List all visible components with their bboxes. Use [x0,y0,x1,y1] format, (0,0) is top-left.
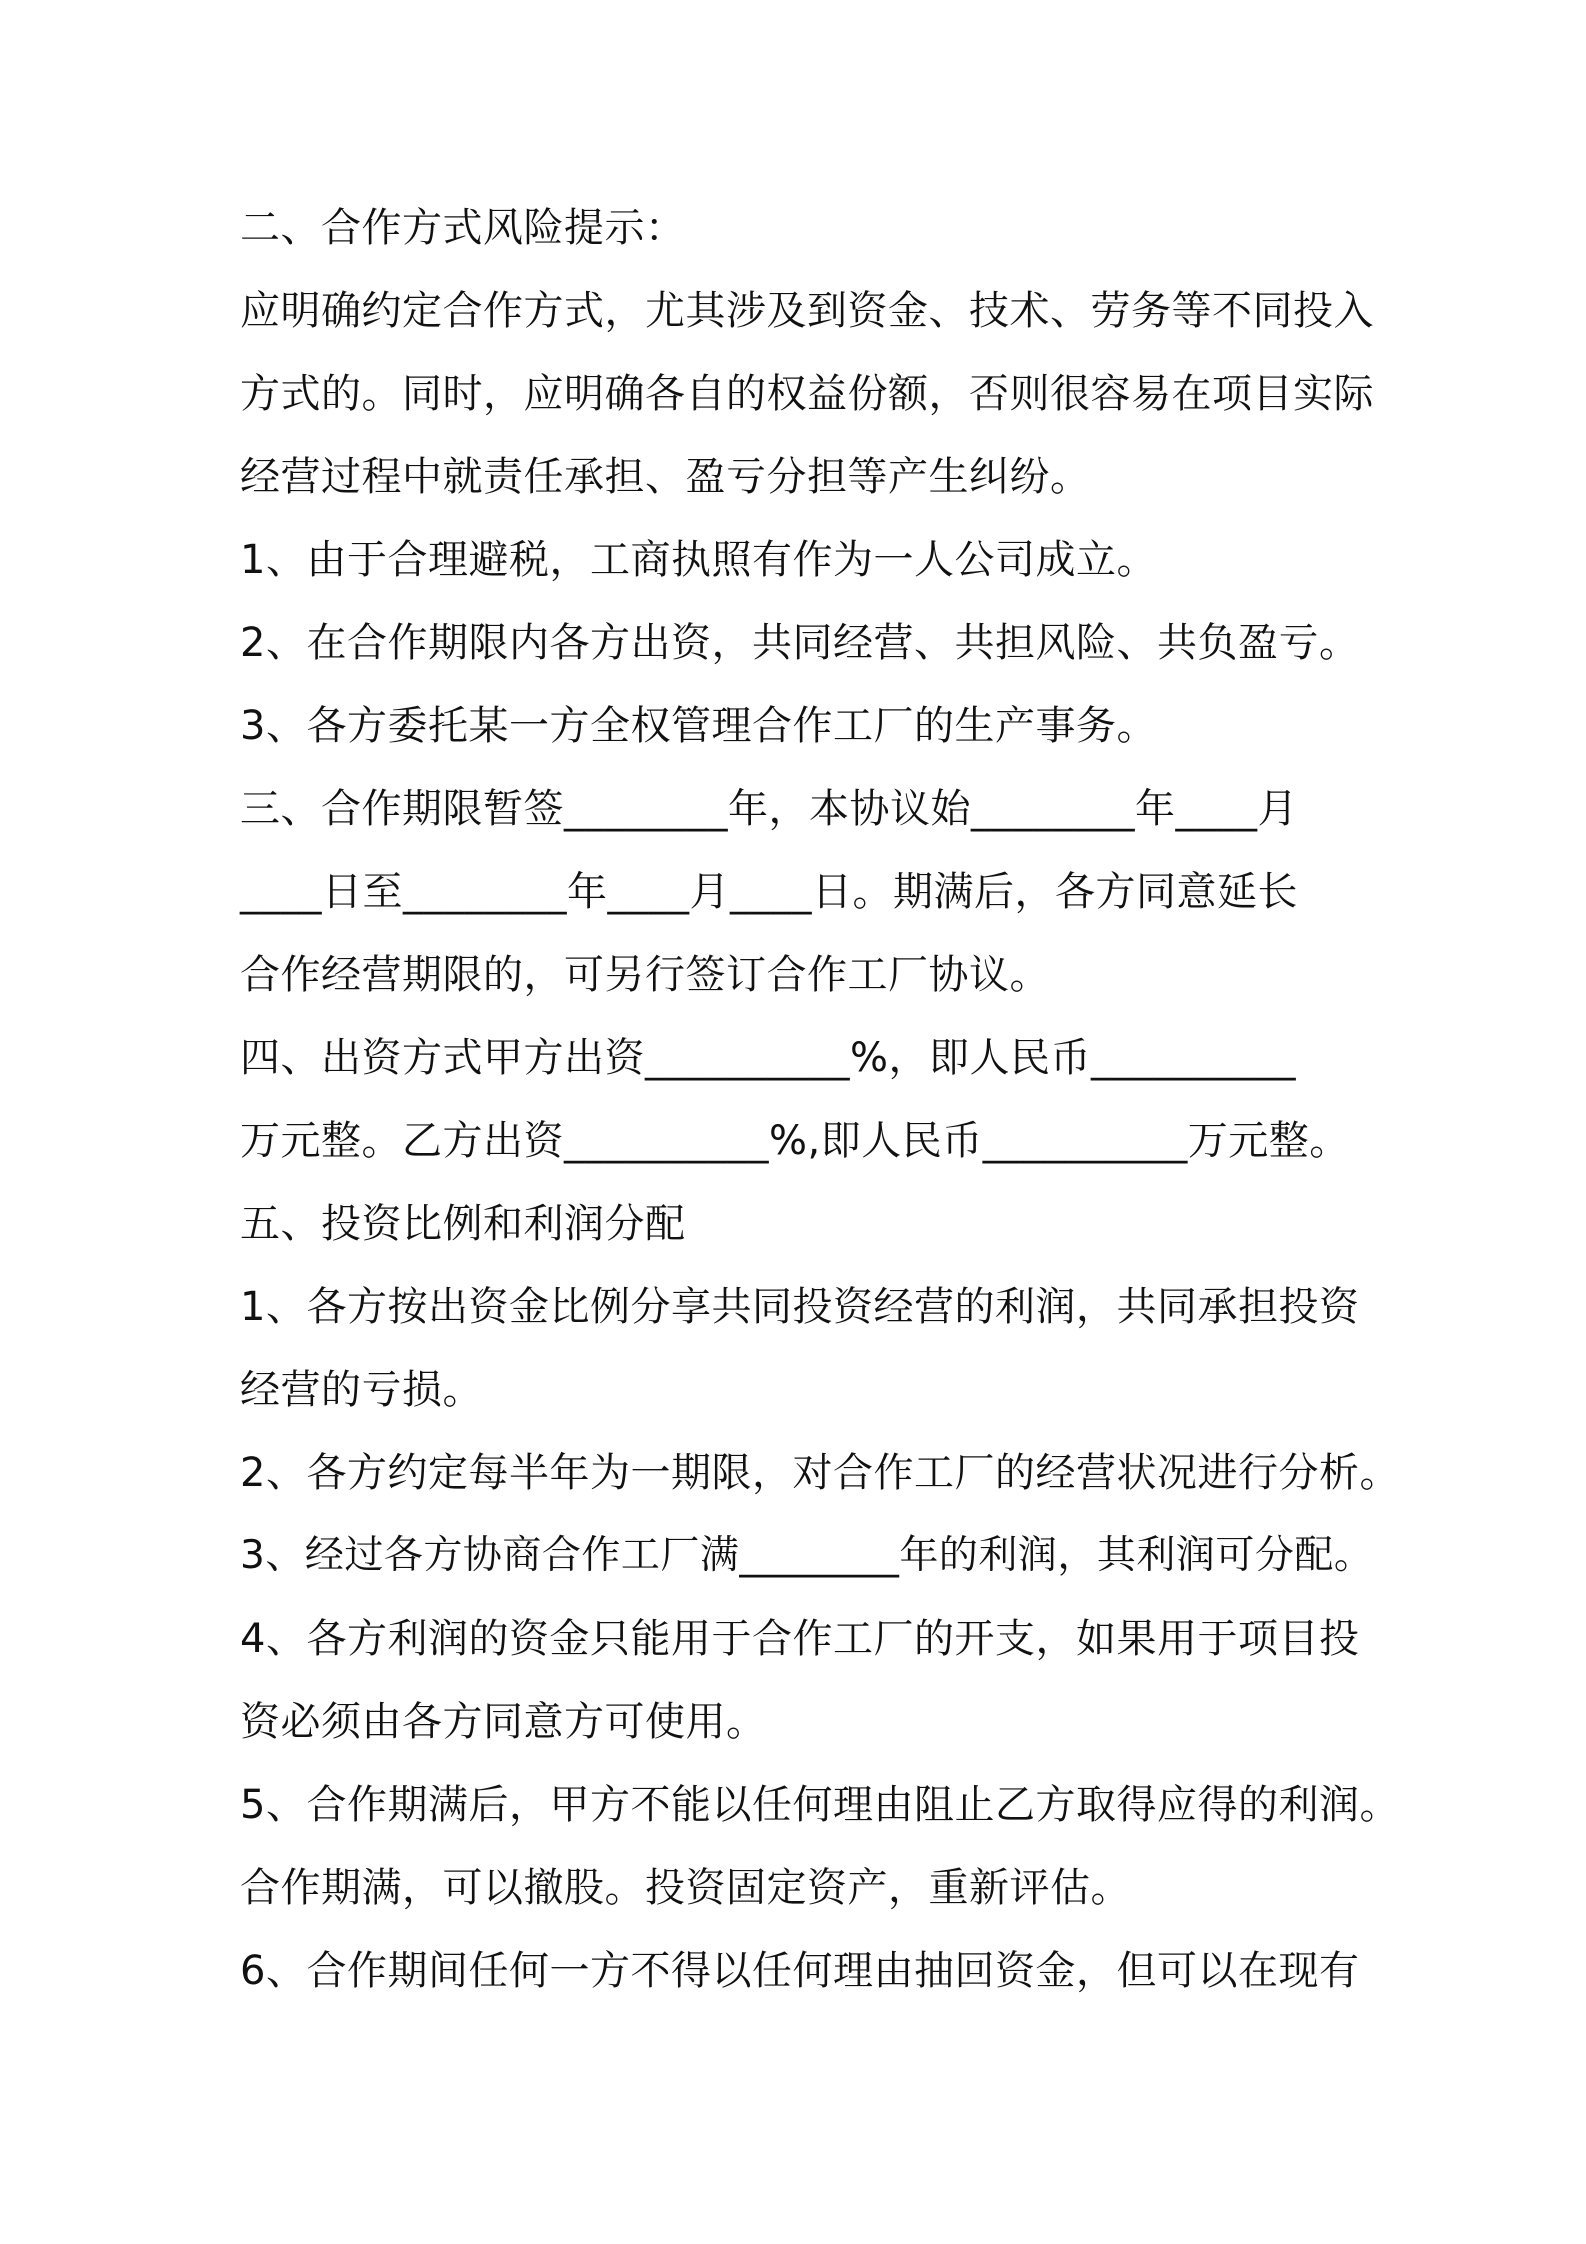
list-item-1: 1、由于合理避税，工商执照有作为一人公司成立。 [240,537,1157,583]
paragraph-line: 应明确约定合作方式，尤其涉及到资金、技术、劳务等不同投入 [240,288,1374,334]
list-item-2: 2、在合作期限内各方出资，共同经营、共担风险、共负盈亏。 [240,620,1360,666]
section-heading-contribution: 四、出资方式甲方出资__________%，即人民币__________ [240,1035,1297,1081]
paragraph-line: 资必须由各方同意方可使用。 [240,1699,767,1745]
list-item-6: 6、合作期间任何一方不得以任何理由抽回资金，但可以在现有 [240,1948,1360,1994]
list-item-4: 4、各方利润的资金只能用于合作工厂的开支，如果用于项目投 [240,1616,1360,1662]
paragraph-line: 方式的。同时，应明确各自的权益份额，否则很容易在项目实际 [240,371,1374,417]
list-item-5: 5、合作期满后，甲方不能以任何理由阻止乙方取得应得的利润。 [240,1782,1400,1828]
section-heading-profit-distribution: 五、投资比例和利润分配 [240,1201,686,1247]
list-item-3: 3、经过各方协商合作工厂满________年的利润，其利润可分配。 [240,1533,1374,1578]
list-item-1: 1、各方按出资金比例分享共同投资经营的利润，共同承担投资 [240,1284,1360,1330]
paragraph-line: 合作经营期限的，可另行签订合作工厂协议。 [240,952,1050,998]
paragraph-line: 经营过程中就责任承担、盈亏分担等产生纠纷。 [240,454,1091,500]
paragraph-line: 合作期满，可以撤股。投资固定资产，重新评估。 [240,1865,1131,1911]
paragraph-line: ____日至________年____月____日。期满后，各方同意延长 [240,869,1298,915]
section-heading-cooperation-risk: 二、合作方式风险提示： [240,205,686,251]
list-item-3: 3、各方委托某一方全权管理合作工厂的生产事务。 [240,703,1157,749]
list-item-2: 2、各方约定每半年为一期限，对合作工厂的经营状况进行分析。 [240,1450,1400,1496]
paragraph-line: 经营的亏损。 [240,1367,483,1413]
section-heading-term: 三、合作期限暂签________年，本协议始________年____月 [240,786,1298,832]
paragraph-line: 万元整。乙方出资__________%,即人民币__________万元整。 [240,1118,1350,1164]
